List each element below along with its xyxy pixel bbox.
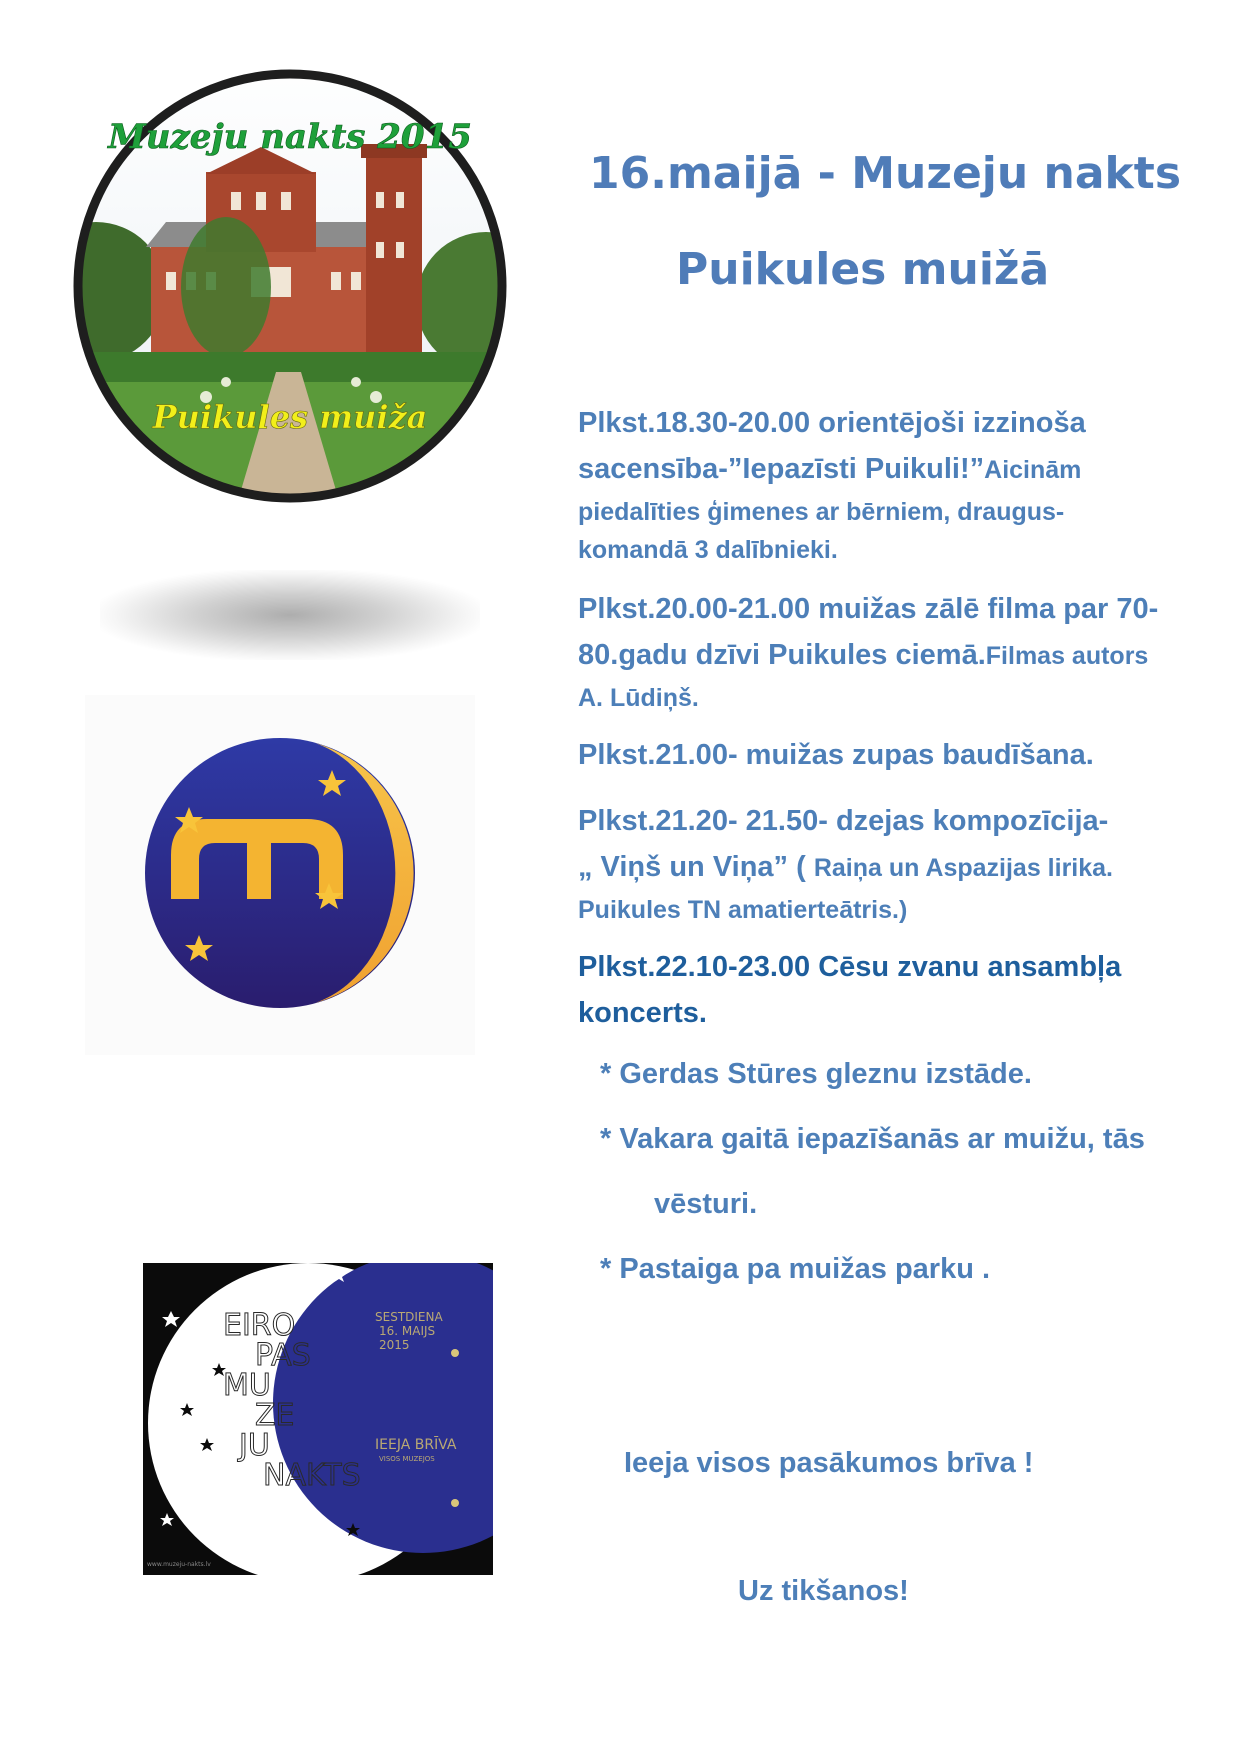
poster-date-1: SESTDIENA (375, 1310, 443, 1324)
program-line: Plkst.21.20- 21.50- dzejas kompozīcija- (578, 805, 1109, 837)
program-line: koncerts. (578, 997, 707, 1029)
program-item-5 (578, 944, 1178, 1036)
poster-entry: IEEJA BRĪVA (375, 1437, 457, 1453)
page-subtitle: Puikules muižā (676, 244, 1050, 295)
program-line: Puikules TN amatierteātris.) (578, 896, 908, 924)
closing-greeting: Uz tikšanos! (738, 1575, 909, 1607)
program-line: Plkst.20.00-21.00 muižas zālē filma par 70- (578, 593, 1159, 625)
museum-night-poster (143, 1263, 493, 1575)
poster-date-2: 16. MAIJS (379, 1324, 436, 1338)
logo-shadow (100, 570, 480, 660)
poster-title-2: PAS (255, 1338, 311, 1373)
logo-top-text: Muzeju nakts 2015 (108, 117, 472, 157)
bullet-item: * Pastaiga pa muižas parku . (600, 1253, 991, 1285)
program-line: Plkst.22.10-23.00 Cēsu zvanu ansambļa (578, 951, 1122, 983)
program-line: 80.gadu dzīvi Puikules ciemā. (578, 639, 986, 671)
logo-bottom-text: Puikules muiža (152, 398, 428, 436)
program-line: Plkst.18.30-20.00 orientējoši izzinoša (578, 407, 1086, 439)
bullet-item-continued: vēsturi. (654, 1188, 758, 1220)
program-item-4 (578, 798, 1178, 929)
manor-logo (56, 52, 524, 524)
program-item-3 (578, 732, 1178, 778)
poster-entry-sub: VISOS MUZEJOS (379, 1455, 435, 1463)
poster-title-6: NAKTS (263, 1458, 361, 1493)
poster-title-4: ZE (255, 1398, 295, 1433)
free-entry-note: Ieeja visos pasākumos brīva ! (624, 1447, 1034, 1479)
page-title: 16.maijā - Muzeju nakts (589, 148, 1182, 199)
poster-title-3: MU (223, 1368, 271, 1403)
poster-title-5: JU (239, 1428, 270, 1463)
poster-website: www.muzeju-nakts.lv (147, 1561, 211, 1568)
poster-title-1: EIRO (223, 1308, 296, 1343)
bullet-item: * Gerdas Stūres gleznu izstāde. (600, 1058, 1032, 1090)
program-line: piedalīties ģimenes ar bērniem, draugus- (578, 498, 1065, 526)
program-line-tail: Filmas autors (985, 642, 1149, 670)
program-line: komandā 3 dalībnieki. (578, 536, 838, 564)
program-item-1 (578, 400, 1178, 569)
program-item-2 (578, 586, 1178, 717)
program-line: „ Viņš un Viņa” ( (578, 851, 814, 883)
museum-night-moon-logo (85, 695, 475, 1055)
program-line: A. Lūdiņš. (578, 684, 699, 712)
program-line-tail: Aicinām (984, 456, 1082, 484)
program-line: Plkst.21.00- muižas zupas baudīšana. (578, 739, 1094, 771)
program-line-tail: Raiņa un Aspazijas lirika. (813, 854, 1113, 882)
poster-date-3: 2015 (379, 1338, 410, 1352)
bullet-item: * Vakara gaitā iepazīšanās ar muižu, tās (600, 1123, 1145, 1155)
program-line: sacensība-”Iepazīsti Puikuli!” (578, 453, 985, 485)
